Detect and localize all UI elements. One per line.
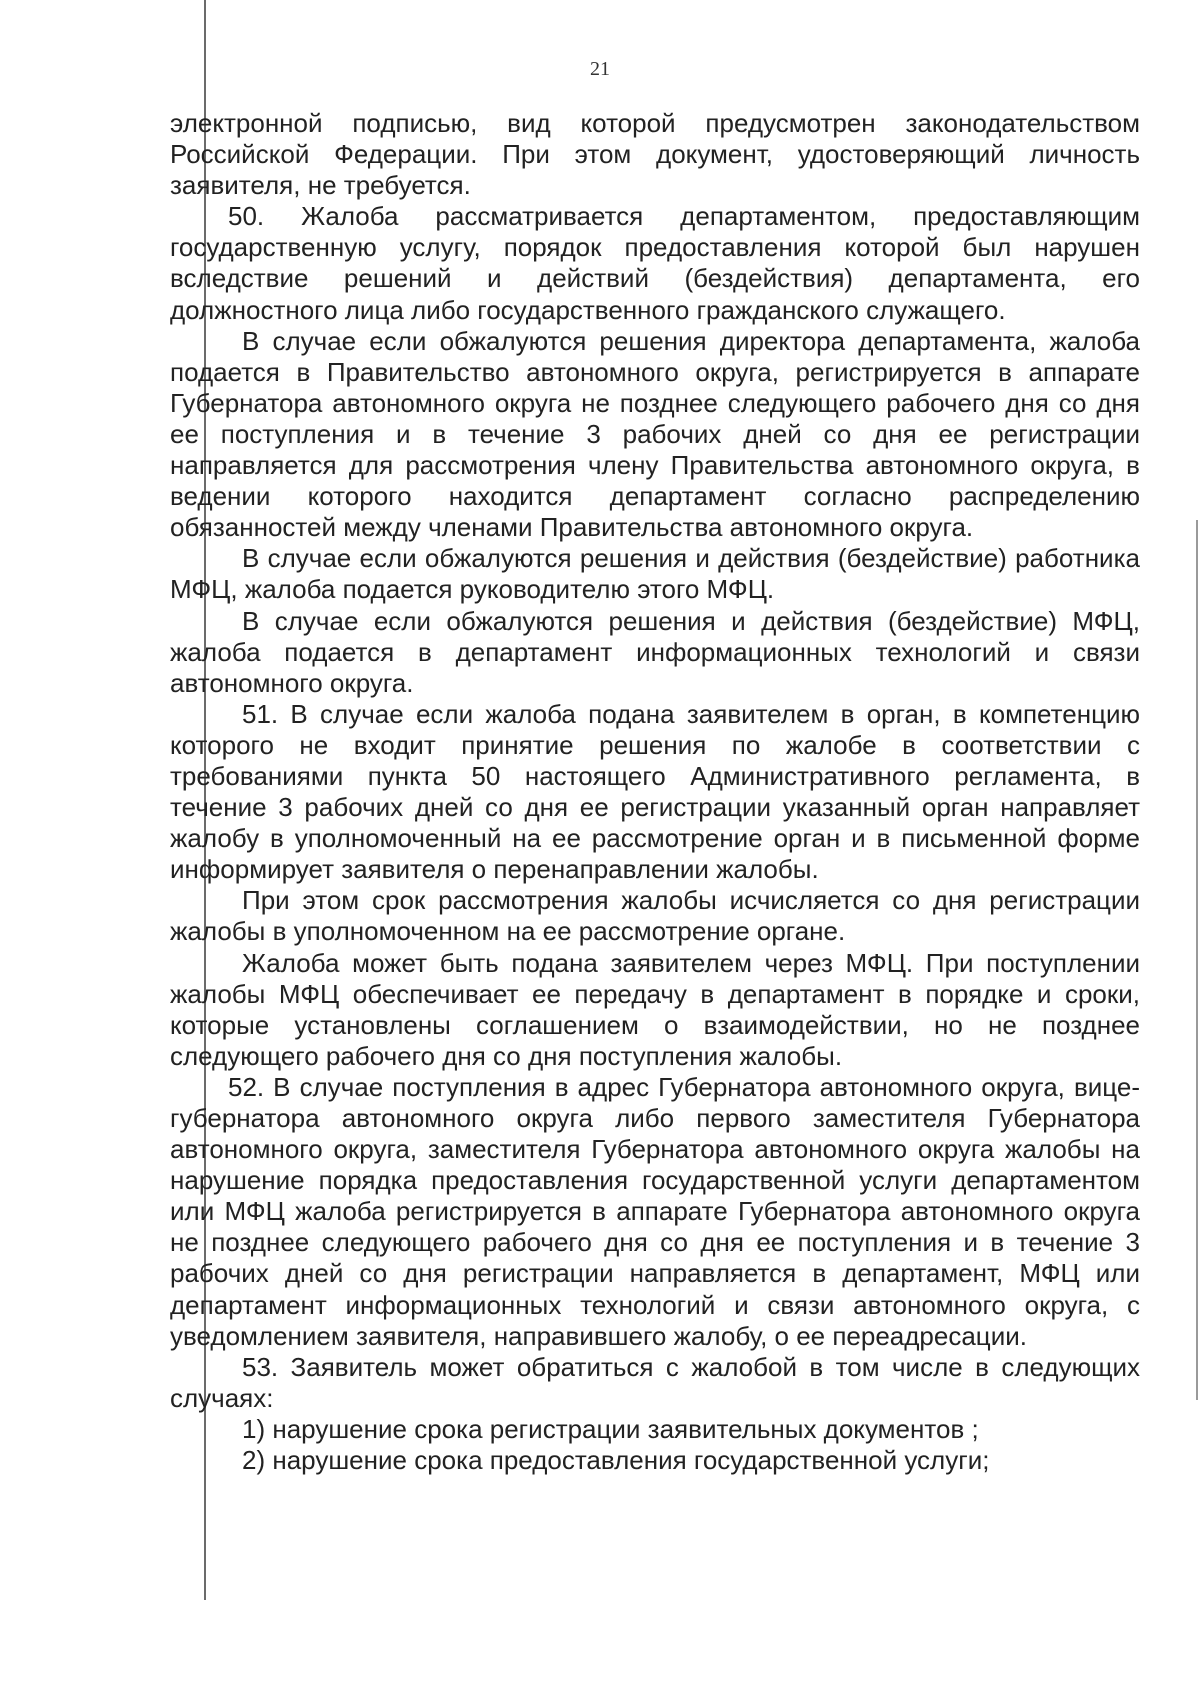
scan-edge-line: [1196, 520, 1198, 1400]
list-item: 2) нарушение срока предоставления государственной услуги;: [242, 1445, 990, 1476]
paragraph-term: При этом срок рассмотрения жалобы исчисляется со дня регистрации жалобы в уполномоченном на ее рассмотрение органе.: [170, 885, 1140, 947]
paragraph-51: 51. В случае если жалоба подана заявителем в орган, в компетенцию которого не входит принятие решения по жалобе в соответствии с требованиями пункта 50 настоящего Административного регламента, в течение 3 рабочих дней со дня ее регистрации указанный орган направляет жалобу в уполномоченный на ее рассмотрение орган и в письменной форме информирует заявителя о перенаправлении жалобы.: [170, 698, 1140, 885]
paragraph-50: 50. Жалоба рассматривается департаментом, предоставляющим государственную услугу, порядок предоставления которой был нарушен вследствие решений и действий (бездействия) департамента, его должностного лица либо государственного гражданского служащего.: [170, 201, 1140, 325]
paragraph-mfc-complaint: В случае если обжалуются решения и действия (бездействие) МФЦ, жалоба подается в департамент информационных технологий и связи автономного округа.: [170, 605, 1140, 698]
document-body: [170, 108, 1140, 1476]
paragraph-continuation: электронной подписью, вид которой предусмотрен законодательством Российской Федерации. При этом документ, удостоверяющий личность заявителя, не требуется.: [170, 108, 1140, 201]
paragraph-53: 53. Заявитель может обратиться с жалобой в том числе в следующих случаях:: [170, 1351, 1140, 1413]
paragraph-mfc-worker-complaint: В случае если обжалуются решения и действия (бездействие) работника МФЦ, жалоба подается руководителю этого МФЦ.: [170, 543, 1140, 605]
page-number: 21: [590, 58, 610, 80]
list-item: 1) нарушение срока регистрации заявительных документов ;: [242, 1413, 979, 1444]
paragraph-52: 52. В случае поступления в адрес Губернатора автономного округа, вице-губернатора автономного округа либо первого заместителя Губернатора автономного округа, заместителя Губернатора автономного округа жалобы на нарушение порядка предоставления государственной услуги департаментом или МФЦ жалоба регистрируется в аппарате Губернатора автономного округа не позднее следующего рабочего дня со дня ее поступления и в течение 3 рабочих дней со дня регистрации направляется в департамент, МФЦ или департамент информационных технологий и связи автономного округа, с уведомлением заявителя, направившего жалобу, о ее переадресации.: [170, 1071, 1140, 1351]
paragraph-director-complaint: В случае если обжалуются решения директора департамента, жалоба подается в Правительство автономного округа, регистрируется в аппарате Губернатора автономного округа не позднее следующего рабочего дня со дня ее поступления и в течение 3 рабочих дней со дня ее регистрации направляется для рассмотрения члену Правительства автономного округа, в ведении которого находится департамент согласно распределению обязанностей между членами Правительства автономного округа.: [170, 325, 1140, 543]
paragraph-mfc-submission: Жалоба может быть подана заявителем через МФЦ. При поступлении жалобы МФЦ обеспечивает ее передачу в департамент в порядке и сроки, которые установлены соглашением о взаимодействии, но не позднее следующего рабочего дня со дня поступления жалобы.: [170, 947, 1140, 1071]
